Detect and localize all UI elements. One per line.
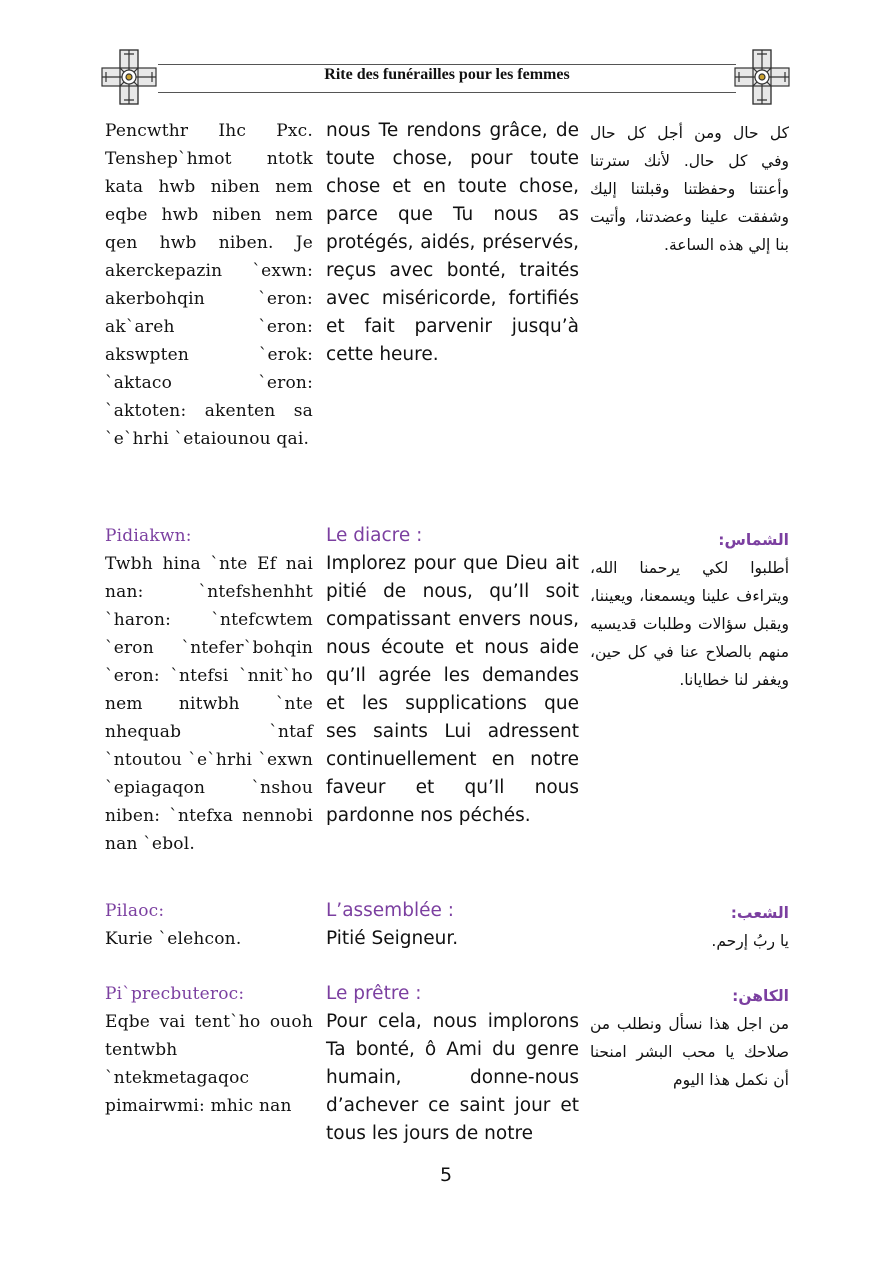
arabic-text-block [590, 982, 789, 1094]
coptic-speaker: Pilaoc: [105, 901, 165, 921]
arabic-text: من اجل هذا نسأل ونطلب من صلاحك يا محب البشر امنحنا أن نكمل هذا اليوم [590, 1015, 789, 1089]
french-speaker: Le prêtre : [326, 983, 422, 1004]
french-text: Implorez pour que Dieu ait pitié de nous, qu’Il soit compatissant envers nous, nous écoute et nous aide qu’Il agrée les demandes et les supplications que ses saints Lui adressent continuellement en notre faveur et qu’Il nous pardonne nos péchés. [326, 553, 579, 826]
french-speaker: Le diacre : [326, 525, 423, 546]
coptic-text: Eqbe vai tent`ho ouoh tentwbh `ntekmetagaqoc pimairwmi: mhic nan [105, 1012, 313, 1116]
coptic-text-block [105, 897, 313, 953]
coptic-text: Kurie `elehcon. [105, 929, 242, 949]
french-text-block [326, 897, 579, 953]
coptic-text: Pencwthr Ihc Pxc. Tenshep`hmot ntotk kata hwb niben nem eqbe hwb niben nem qen hwb niben. Je akerckepazin `exwn: akerbohqin `eron: ak`areh `eron: akswpten `erok: `aktaco `eron: `aktoten: akenten sa `e`hrhi `etaiounou qai. [105, 121, 313, 449]
french-text-block [326, 117, 579, 369]
arabic-speaker: الكاهن: [732, 987, 789, 1005]
arabic-text-block [590, 119, 789, 259]
coptic-cross-ornament-left-icon [100, 48, 158, 106]
page-title: Rite des funérailles pour les femmes [324, 66, 570, 83]
arabic-text: أطلبوا لكي يرحمنا الله، ويتراءف علينا ويسمعنا، ويعيننا، ويقبل سؤالات وطلبات قديسيه منهم بالصلاح عنا في كل حين، ويغفر لنا خطايانا. [590, 559, 789, 689]
arabic-text-block [590, 899, 789, 955]
arabic-speaker: الشعب: [730, 904, 789, 922]
header-rule-top [158, 64, 736, 65]
page-number: 5 [439, 1164, 453, 1186]
coptic-cross-ornament-right-icon [733, 48, 791, 106]
coptic-text-block [105, 117, 313, 453]
coptic-speaker: Pidiakwn: [105, 526, 192, 546]
header-rule-bottom [158, 92, 736, 93]
coptic-text: Twbh hina `nte Ef nai nan: `ntefshenhht `haron: `ntefcwtem `eron `ntefer`bohqin `eron: `ntefsi `nnit`ho nem nitwbh `nte nhequab `ntaf `ntoutou `e`hrhi `exwn `epiagaqon `nshou niben: `ntefxa nennobi nan `ebol. [105, 554, 313, 854]
french-speaker: L’assemblée : [326, 900, 454, 921]
french-text-block [326, 980, 579, 1148]
coptic-speaker: Pi`precbuteroc: [105, 984, 245, 1004]
arabic-text-block [590, 526, 789, 694]
french-text-block [326, 522, 579, 830]
arabic-text: كل حال ومن أجل كل حال وفي كل حال. لأنك سترتنا وأعنتنا وحفظتنا وقبلتنا إليك وشفقت علينا وعضدتنا، وأتيت بنا إلي هذه الساعة. [590, 124, 789, 254]
arabic-speaker: الشماس: [718, 531, 789, 549]
arabic-text: يا ربُ إرحم. [711, 932, 789, 950]
coptic-text-block [105, 522, 313, 858]
french-text: Pour cela, nous implorons Ta bonté, ô Ami du genre humain, donne-nous d’achever ce saint jour et tous les jours de notre [326, 1011, 579, 1144]
french-text: nous Te rendons grâce, de toute chose, pour toute chose et en toute chose, parce que Tu nous as protégés, aidés, préservés, reçus avec bonté, traités avec miséricorde, fortifiés et fait parvenir jusqu’à cette heure. [326, 120, 579, 365]
coptic-text-block [105, 980, 313, 1120]
french-text: Pitié Seigneur. [326, 928, 459, 949]
